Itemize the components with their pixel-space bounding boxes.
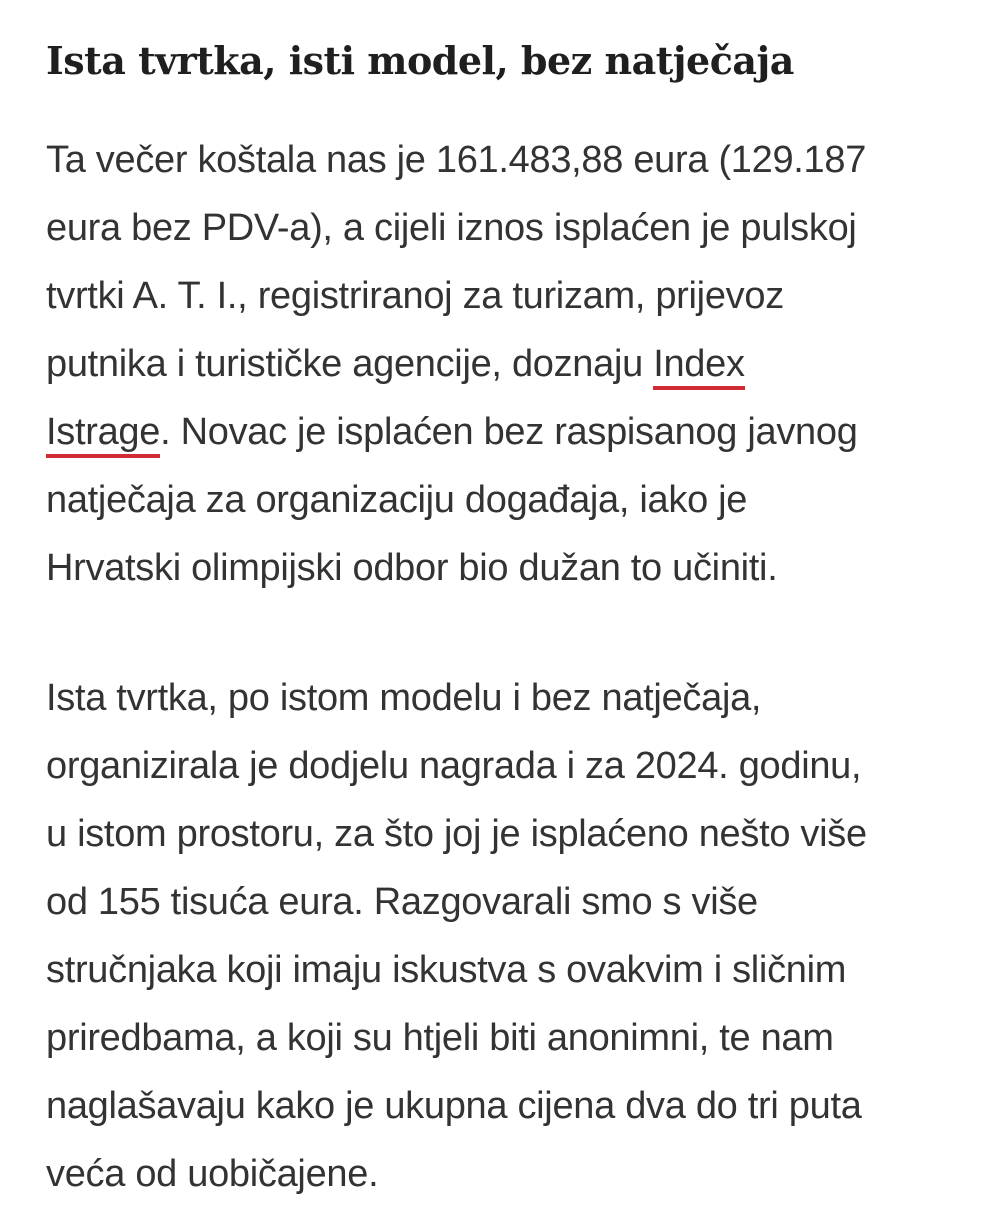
paragraph-line xyxy=(46,330,976,398)
paragraph-line: veća od uobičajene. xyxy=(46,1153,379,1195)
paragraph-line: natječaja za organizaciju događaja, iako je xyxy=(46,479,748,521)
article-subheading: Ista tvrtka, isti model, bez natječaja xyxy=(46,38,794,83)
paragraph-text: . Novac je isplaćen bez raspisanog javnog xyxy=(160,411,858,453)
paragraph-line: naglašavaju kako je ukupna cijena dva do tri puta xyxy=(46,1085,862,1127)
paragraph-line: stručnjaka koji imaju iskustva s ovakvim i sličnim xyxy=(46,949,847,991)
paragraph-line: priredbama, a koji su htjeli biti anonimni, te nam xyxy=(46,1017,834,1059)
article xyxy=(46,30,976,1208)
paragraph-line xyxy=(46,398,976,466)
paragraph-line: Ista tvrtka, po istom modelu i bez natječaja, xyxy=(46,677,762,719)
paragraph-line: u istom prostoru, za što joj je isplaćeno nešto više xyxy=(46,813,867,855)
paragraph-line: Ta večer koštala nas je 161.483,88 eura (129.187 xyxy=(46,139,867,181)
paragraph-line: od 155 tisuća eura. Razgovarali smo s više xyxy=(46,881,758,923)
paragraph-line: organizirala je dodjelu nagrada i za 2024. godinu, xyxy=(46,745,862,787)
article-paragraph xyxy=(46,664,976,1208)
index-istrage-link[interactable]: Index xyxy=(653,343,744,390)
paragraph-line: tvrtki A. T. I., registriranoj za turizam, prijevoz xyxy=(46,275,784,317)
article-paragraph xyxy=(46,126,976,602)
paragraph-line: eura bez PDV-a), a cijeli iznos isplaćen je pulskoj xyxy=(46,207,857,249)
paragraph-text: putnika i turističke agencije, doznaju xyxy=(46,343,654,385)
paragraph-line: Hrvatski olimpijski odbor bio dužan to učiniti. xyxy=(46,547,778,589)
index-istrage-link-continued[interactable]: Istrage xyxy=(46,411,160,458)
